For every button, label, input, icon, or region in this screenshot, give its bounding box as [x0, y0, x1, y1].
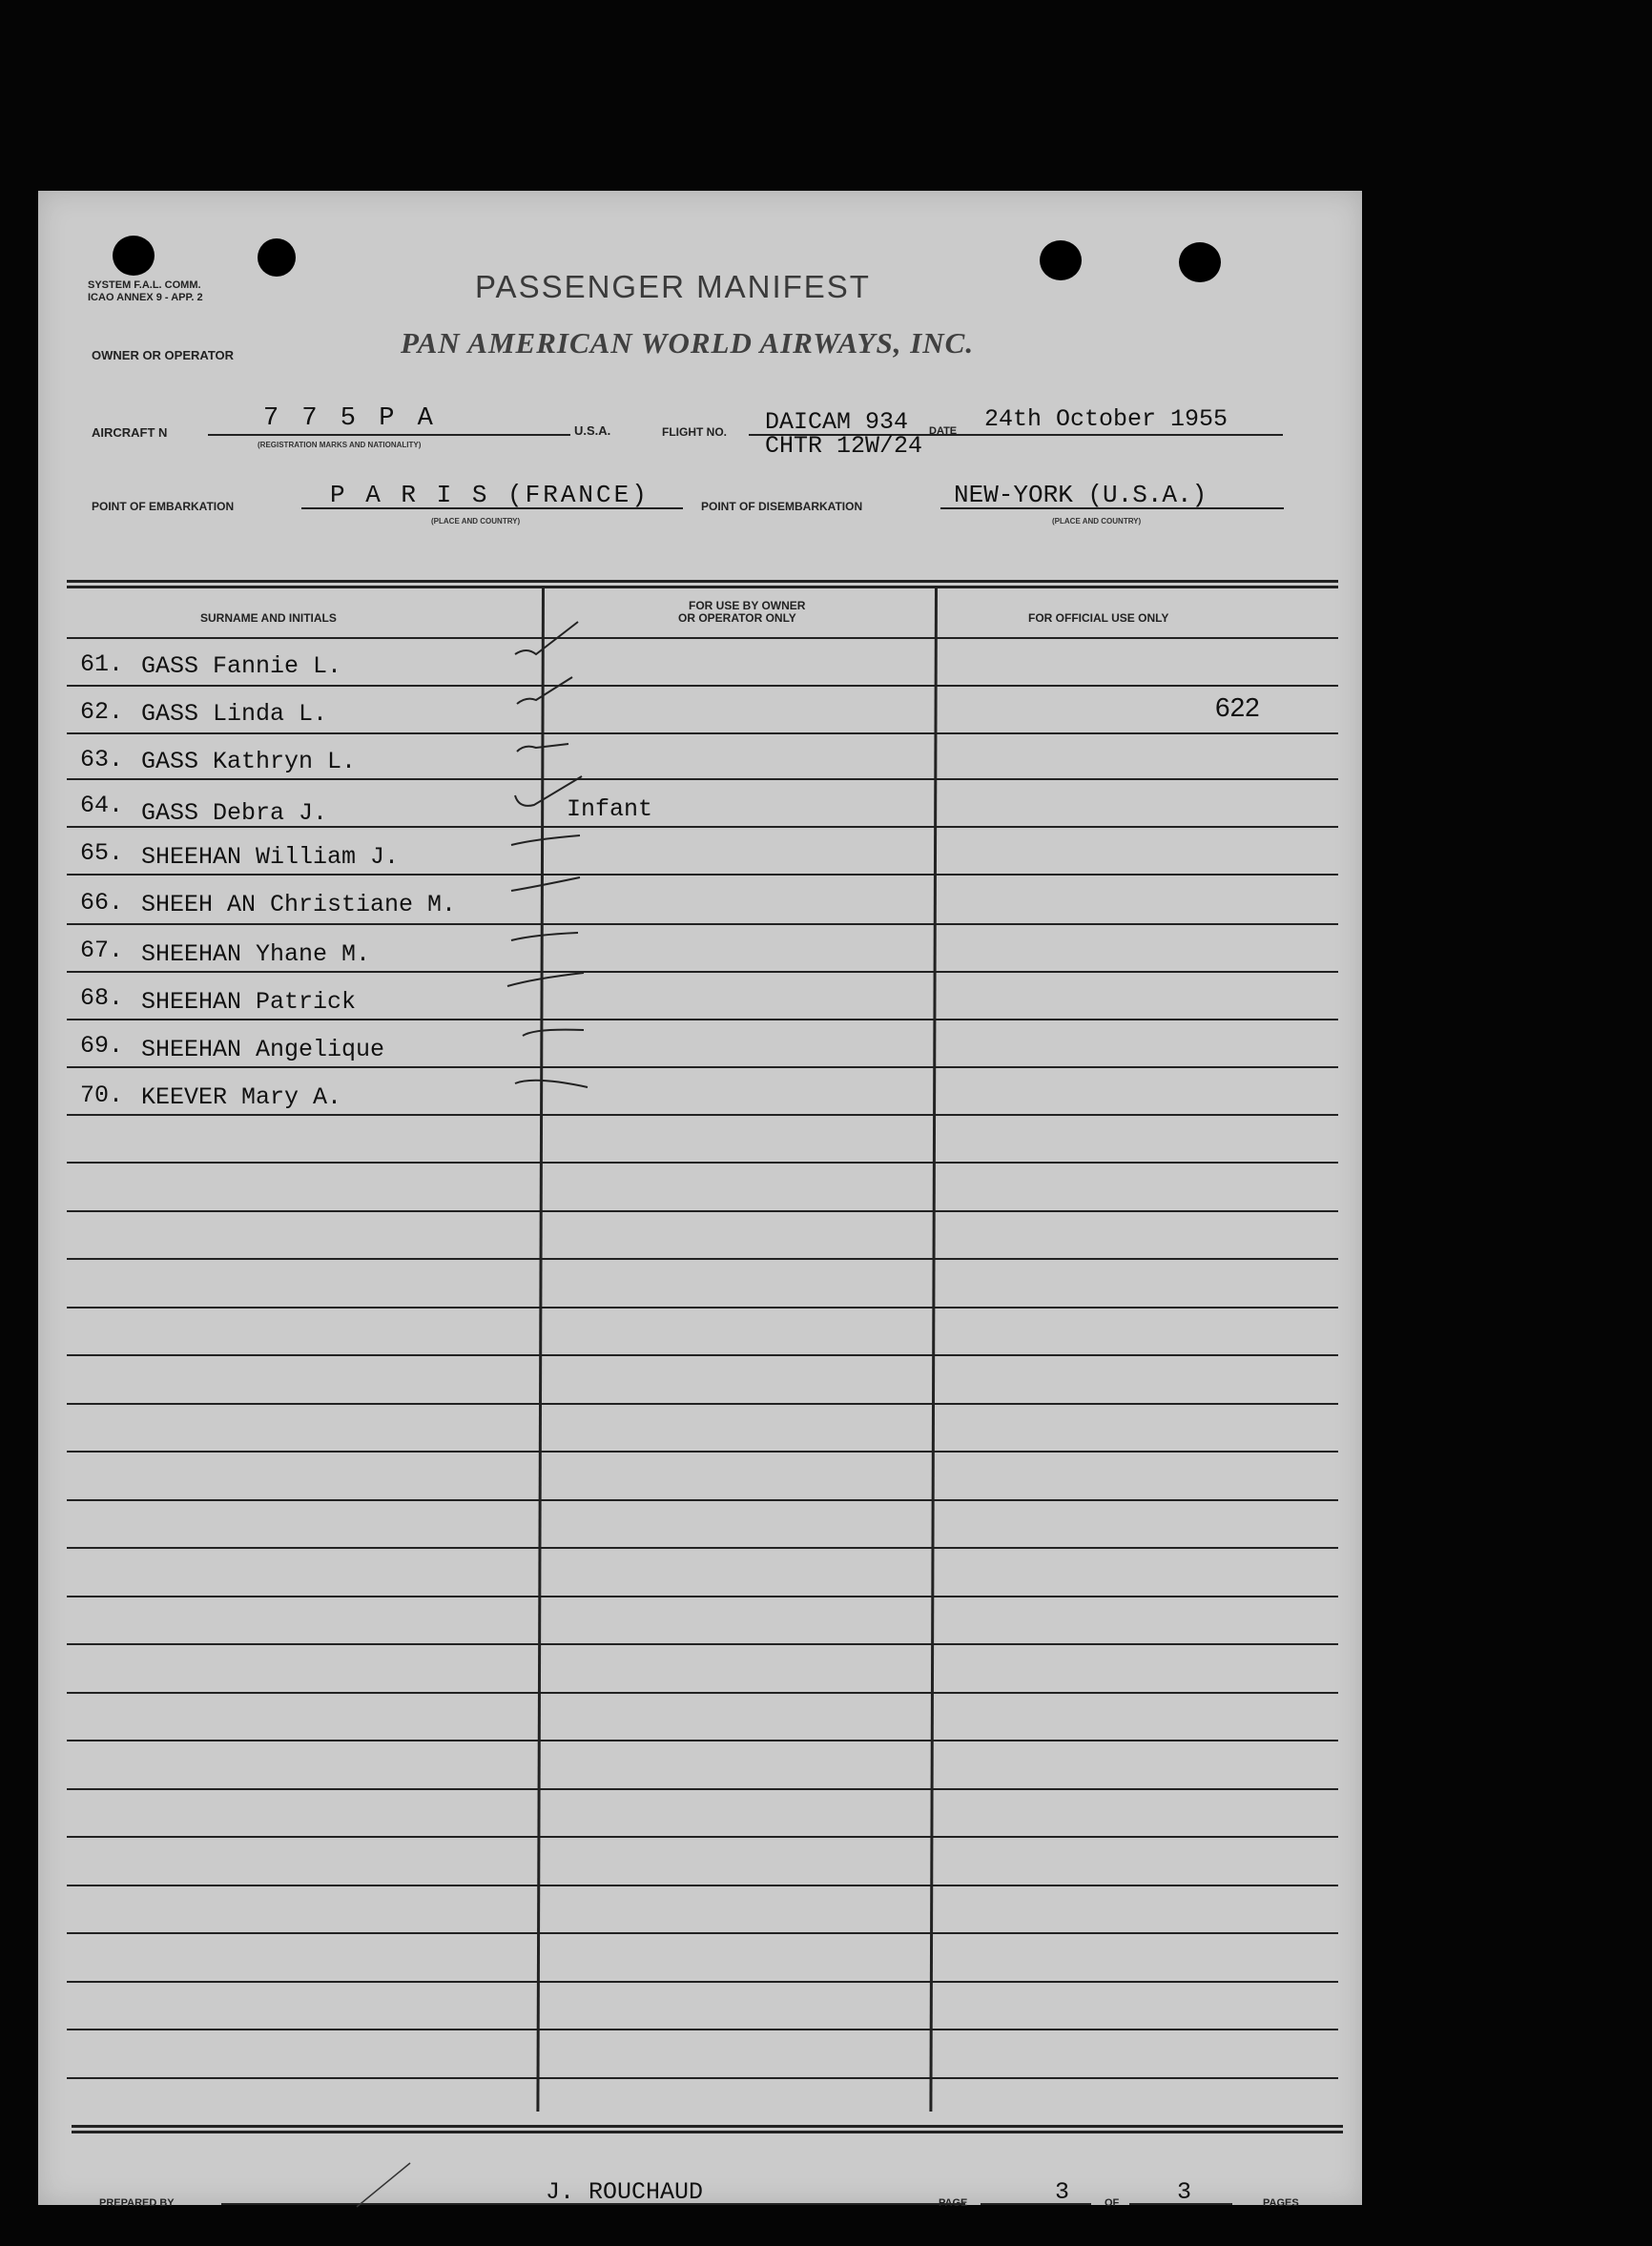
row-number: 69. [80, 1032, 124, 1060]
embark-value: P A R I S (FRANCE) [330, 481, 650, 509]
row-number: 66. [80, 889, 124, 917]
check-mark-icon [507, 973, 584, 986]
row-number: 68. [80, 984, 124, 1012]
prepared-label: PREPARED BY [99, 2197, 175, 2209]
passenger-name: SHEEHAN Yhane M. [141, 940, 371, 968]
manifest-sheet [38, 191, 1362, 2209]
check-mark-icon [511, 877, 580, 891]
operator-name: PAN AMERICAN WORLD AIRWAYS, INC. [401, 326, 975, 360]
aircraft-label: AIRCRAFT N [92, 425, 168, 440]
embark-sublabel: (PLACE AND COUNTRY) [431, 517, 521, 525]
aircraft-value: 7 7 5 P A [263, 404, 437, 433]
pages-label: PAGES [1263, 2197, 1299, 2209]
col-official-header: FOR OFFICIAL USE ONLY [1028, 611, 1169, 625]
flight-value-2: CHTR 12W/24 [765, 432, 923, 460]
system-ref-line1: SYSTEM F.A.L. COMM. [88, 279, 201, 291]
signature-stroke [353, 2155, 429, 2213]
check-mark-icon [517, 677, 572, 704]
col-owner-header-1: FOR USE BY OWNER [689, 599, 806, 612]
disembark-label: POINT OF DISEMBARKATION [701, 500, 863, 513]
check-mark-icon [523, 1030, 584, 1036]
disembark-value: NEW-YORK (U.S.A.) [954, 481, 1208, 509]
check-marks [38, 191, 1362, 2205]
check-mark-icon [515, 776, 582, 806]
check-mark-icon [511, 933, 578, 940]
row-number: 65. [80, 839, 124, 867]
system-ref-line2: ICAO ANNEX 9 - APP. 2 [88, 292, 203, 303]
col-surname-header: SURNAME AND INITIALS [200, 611, 337, 625]
row-number: 62. [80, 698, 124, 726]
prepared-value: J. ROUCHAUD [546, 2178, 704, 2206]
check-mark-icon [515, 1081, 588, 1087]
flight-value-1: DAICAM 934 [765, 408, 909, 436]
check-mark-icon [517, 744, 568, 752]
passenger-name: SHEEH AN Christiane M. [141, 891, 457, 918]
row-number: 70. [80, 1082, 124, 1109]
passenger-name: GASS Linda L. [141, 700, 328, 728]
of-label: OF [1105, 2197, 1120, 2209]
passenger-name: SHEEHAN Patrick [141, 988, 357, 1016]
aircraft-sublabel: (REGISTRATION MARKS AND NATIONALITY) [258, 441, 422, 449]
disembark-sublabel: (PLACE AND COUNTRY) [1052, 517, 1142, 525]
check-mark-icon [511, 835, 580, 845]
row-number: 63. [80, 746, 124, 773]
usa-label: U.S.A. [574, 423, 611, 438]
embark-label: POINT OF EMBARKATION [92, 500, 235, 513]
date-label: DATE [929, 425, 958, 437]
check-mark-icon [515, 622, 578, 654]
row-number: 61. [80, 650, 124, 678]
passenger-name: GASS Debra J. [141, 799, 328, 827]
date-value: 24th October 1955 [984, 405, 1229, 433]
row-number: 64. [80, 792, 124, 819]
passenger-name: SHEEHAN Angelique [141, 1036, 385, 1063]
flight-label: FLIGHT NO. [662, 425, 727, 439]
page-title: PASSENGER MANIFEST [475, 269, 871, 304]
of-value: 3 [1177, 2178, 1192, 2206]
row-number: 67. [80, 937, 124, 964]
passenger-name: SHEEHAN William J. [141, 843, 400, 871]
page-value: 3 [1055, 2178, 1070, 2206]
official-value: 622 [1215, 692, 1260, 722]
col-owner-header-2: OR OPERATOR ONLY [678, 611, 796, 625]
passenger-name: GASS Kathryn L. [141, 748, 357, 775]
passenger-name: KEEVER Mary A. [141, 1083, 342, 1111]
owner-note: Infant [567, 795, 653, 823]
owner-label: OWNER OR OPERATOR [92, 348, 235, 362]
page-underline [981, 2203, 1091, 2205]
page-label: PAGE [939, 2197, 968, 2209]
passenger-name: GASS Fannie L. [141, 652, 342, 680]
signature-mark [357, 2163, 410, 2207]
